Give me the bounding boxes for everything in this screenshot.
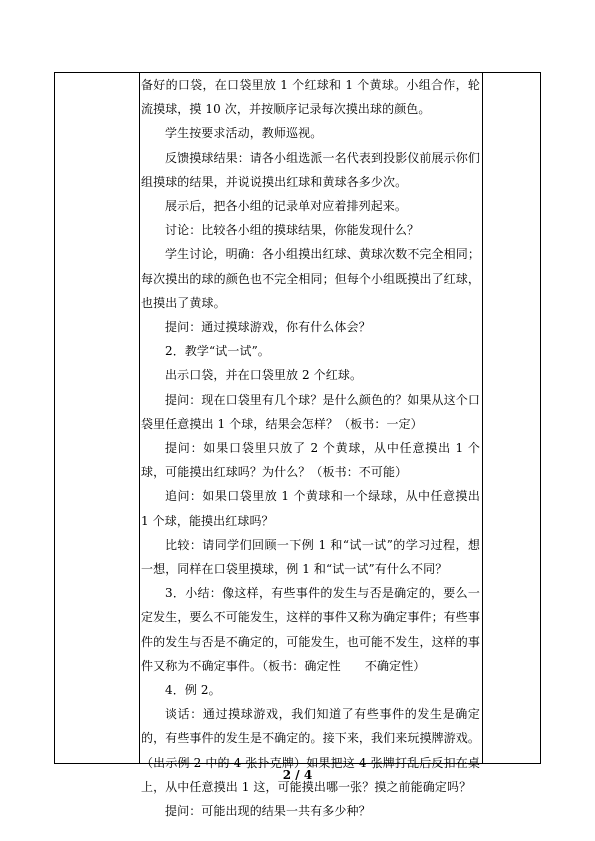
lesson-paragraph: 提问：如果口袋里只放了 2 个黄球，从中任意摸出 1 个球，可能摸出红球吗？为什么？（板书：不可能） [141,441,480,480]
lesson-paragraph: 4．例 2。 [165,683,221,698]
lesson-paragraph: 反馈摸球结果：请各小组选派一名代表到投影仪前展示你们组摸球的结果，并说说摸出红球和黄球各多少次。 [141,150,480,189]
table-column-divider-right [482,73,483,763]
lesson-paragraph: 提问：现在口袋里有几个球？是什么颜色的？如果从这个口袋里任意摸出 1 个球，结果会怎样？（板书：一定） [141,392,480,431]
lesson-paragraph: 学生按要求活动，教师巡视。 [165,126,323,141]
lesson-paragraph: 展示后，把各小组的记录单对应着排列起来。 [165,199,408,214]
lesson-paragraph: 谈话：通过摸球游戏，我们知道了有些事件的发生是确定的，有些事件的发生是不确定的。接下来，我们来玩摸牌游戏。（出示例 2 中的 4 张扑克牌）如果把这 4 张牌打乱后反扣在桌上，从中任意摸出 1 这，可能摸出哪一张？摸之前能确定吗？ [141,707,480,794]
lesson-paragraph: 学生讨论，明确：各小组摸出红球、黄球次数不完全相同；每次摸出的球的颜色也不完全相同；但每个小组既摸出了红球，也摸出了黄球。 [141,247,480,310]
lesson-paragraph: 出示口袋，并在口袋里放 2 个红球。 [165,368,363,383]
lesson-paragraph: 提问：通过摸球游戏，你有什么体会？ [165,320,371,335]
lesson-paragraph: 提问：可能出现的结果一共有多少种？ [165,804,371,819]
lesson-paragraph: 追问：如果口袋里放 1 个黄球和一个绿球，从中任意摸出 1 个球，能摸出红球吗？ [141,489,480,528]
lesson-content [141,73,480,823]
lesson-paragraph: 3．小结：像这样，有些事件的发生与否是确定的，要么一定发生，要么不可能发生，这样的事件又称为确定事件；有些事件的发生与否是不确定的，可能发生，也可能不发生，这样的事件又称为不确定事件。（板书：确定性 不确定性） [141,586,480,673]
table-column-divider-left [139,73,140,763]
lesson-paragraph: 比较：请同学们回顾一下例 1 和“试一试”的学习过程，想一想，同样在口袋里摸球，例 1 和“试一试”有什么不同？ [141,537,480,577]
lesson-paragraph: 2．教学“试一试”。 [165,344,270,359]
lesson-paragraph: 讨论：比较各小组的摸球结果，你能发现什么？ [165,223,420,238]
lesson-paragraph: 备好的口袋，在口袋里放 1 个红球和 1 个黄球。小组合作，轮流摸球，摸 10 次，并按顺序记录每次摸出球的颜色。 [141,78,480,117]
page-number: 2 / 4 [282,768,313,782]
